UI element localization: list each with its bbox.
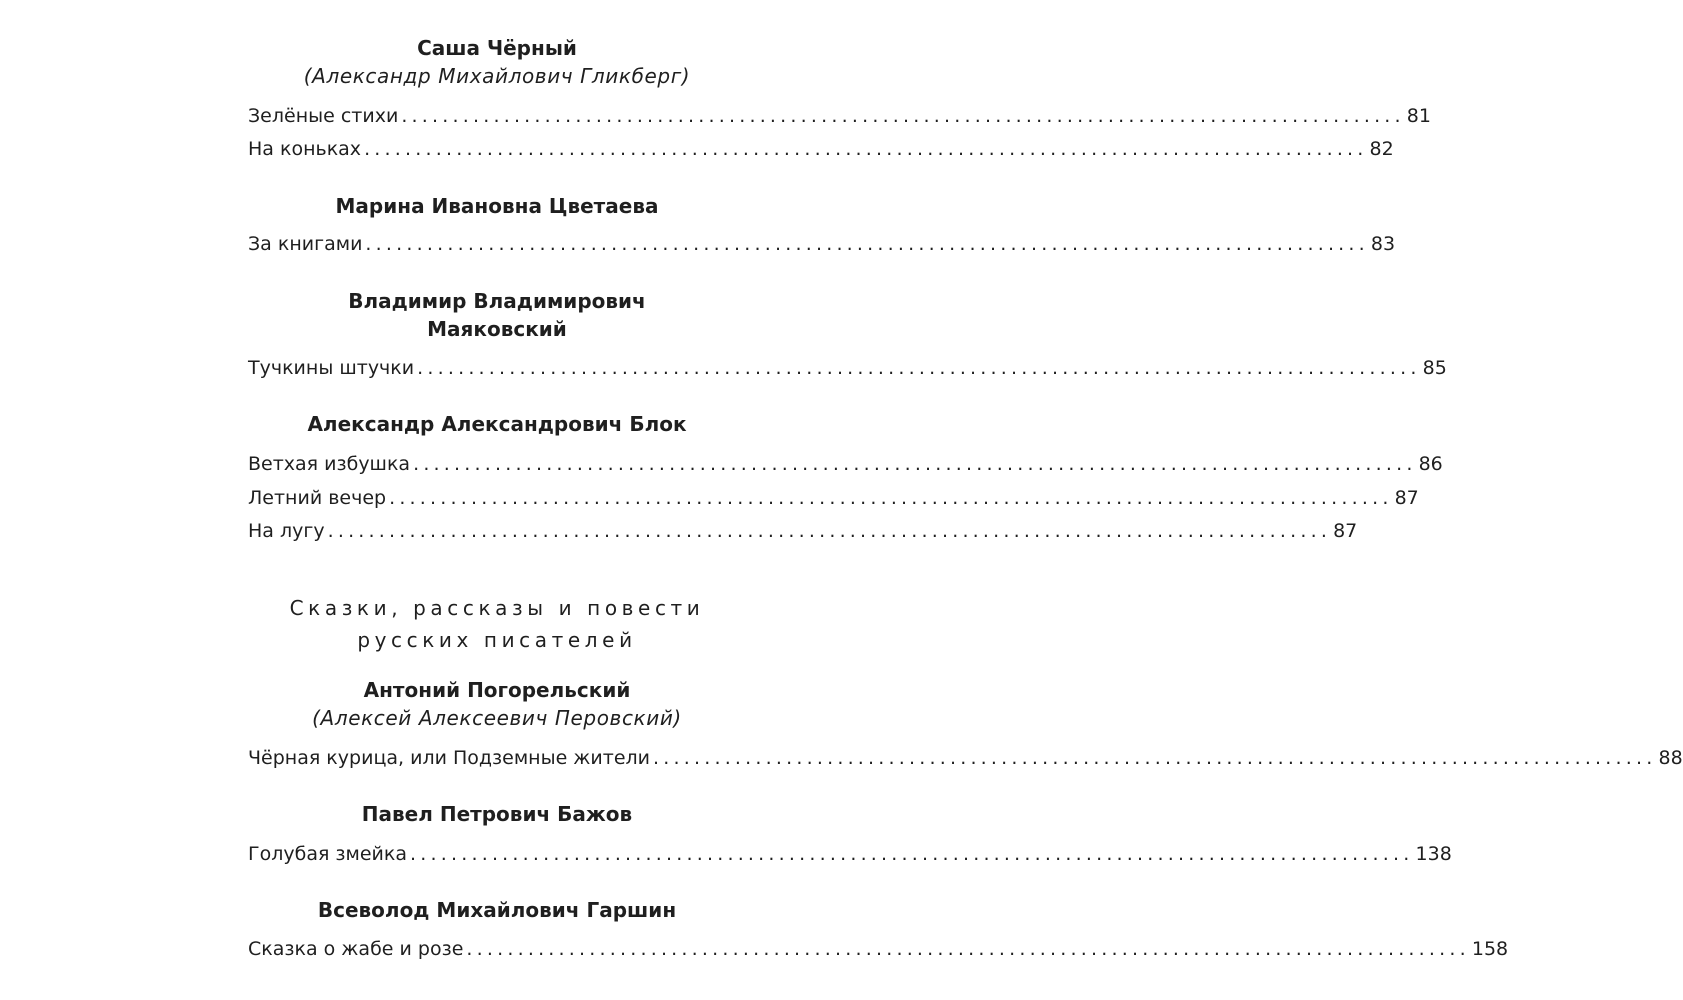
author-name-line-2: Маяковский [427, 317, 567, 341]
toc-entry[interactable] [248, 841, 1452, 867]
author-name-line-1: Владимир Владимирович [348, 289, 646, 313]
author-real-name: (Алексей Алексеевич Перовский) [312, 706, 682, 730]
toc-entry[interactable] [248, 485, 1419, 511]
leader-dots: .................................................................................................. [401, 105, 1405, 127]
entry-page-number: 83 [1370, 233, 1396, 255]
leader-dots: .................................................................................................. [466, 938, 1470, 960]
entry-page-number: 87 [1333, 520, 1358, 542]
entry-page-number: 86 [1418, 453, 1443, 475]
entry-page-number: 85 [1422, 357, 1447, 379]
toc-entry[interactable] [248, 103, 1431, 129]
entry-title: На лугу [248, 520, 325, 542]
entry-page-number: 138 [1415, 843, 1452, 865]
leader-dots: .................................................................................................. [327, 520, 1332, 542]
entry-page-number: 81 [1406, 105, 1431, 127]
section-heading-line-1: Сказки, рассказы и повести [289, 596, 705, 620]
toc-entry[interactable] [248, 936, 1509, 962]
entry-title: Сказка о жабе и розе [248, 938, 464, 960]
author-name: Павел Петрович Бажов [361, 802, 633, 826]
toc-entry[interactable] [248, 518, 1358, 544]
entry-page-number: 158 [1471, 938, 1509, 960]
entry-title: Чёрная курица, или Подземные жители [248, 747, 651, 769]
leader-dots: .................................................................................................. [365, 233, 1369, 255]
toc-entry[interactable] [248, 231, 1396, 257]
toc-entry[interactable] [248, 745, 1683, 771]
toc-entry[interactable] [248, 451, 1443, 477]
leader-dots: .................................................................................................. [364, 138, 1368, 160]
entry-title: Летний вечер [248, 487, 387, 509]
author-real-name: (Александр Михайлович Гликберг) [303, 64, 691, 88]
entry-title: Тучкины штучки [248, 357, 415, 379]
leader-dots: .................................................................................................. [417, 357, 1421, 379]
author-name: Саша Чёрный [417, 36, 577, 60]
leader-dots: .................................................................................................. [413, 453, 1417, 475]
toc-entry[interactable] [248, 136, 1394, 162]
author-name: Александр Александрович Блок [307, 412, 687, 436]
entry-page-number: 87 [1394, 487, 1419, 509]
entry-title: Голубая змейка [248, 843, 408, 865]
toc-entry[interactable] [248, 355, 1447, 381]
entry-page-number: 82 [1369, 138, 1394, 160]
leader-dots: .................................................................................................. [389, 487, 1393, 509]
entry-page-number: 88 [1658, 747, 1683, 769]
leader-dots: .................................................................................................. [410, 843, 1414, 865]
section-heading-line-2: русских писателей [357, 628, 637, 652]
entry-title: Ветхая избушка [248, 453, 411, 475]
author-name: Всеволод Михайлович Гаршин [317, 898, 677, 922]
leader-dots: .................................................................................................. [653, 747, 1657, 769]
entry-title: Зелёные стихи [248, 105, 399, 127]
entry-title: На коньках [248, 138, 362, 160]
entry-title: За книгами [248, 233, 363, 255]
author-name: Антоний Погорельский [363, 678, 631, 702]
author-name: Марина Ивановна Цветаева [335, 194, 659, 218]
